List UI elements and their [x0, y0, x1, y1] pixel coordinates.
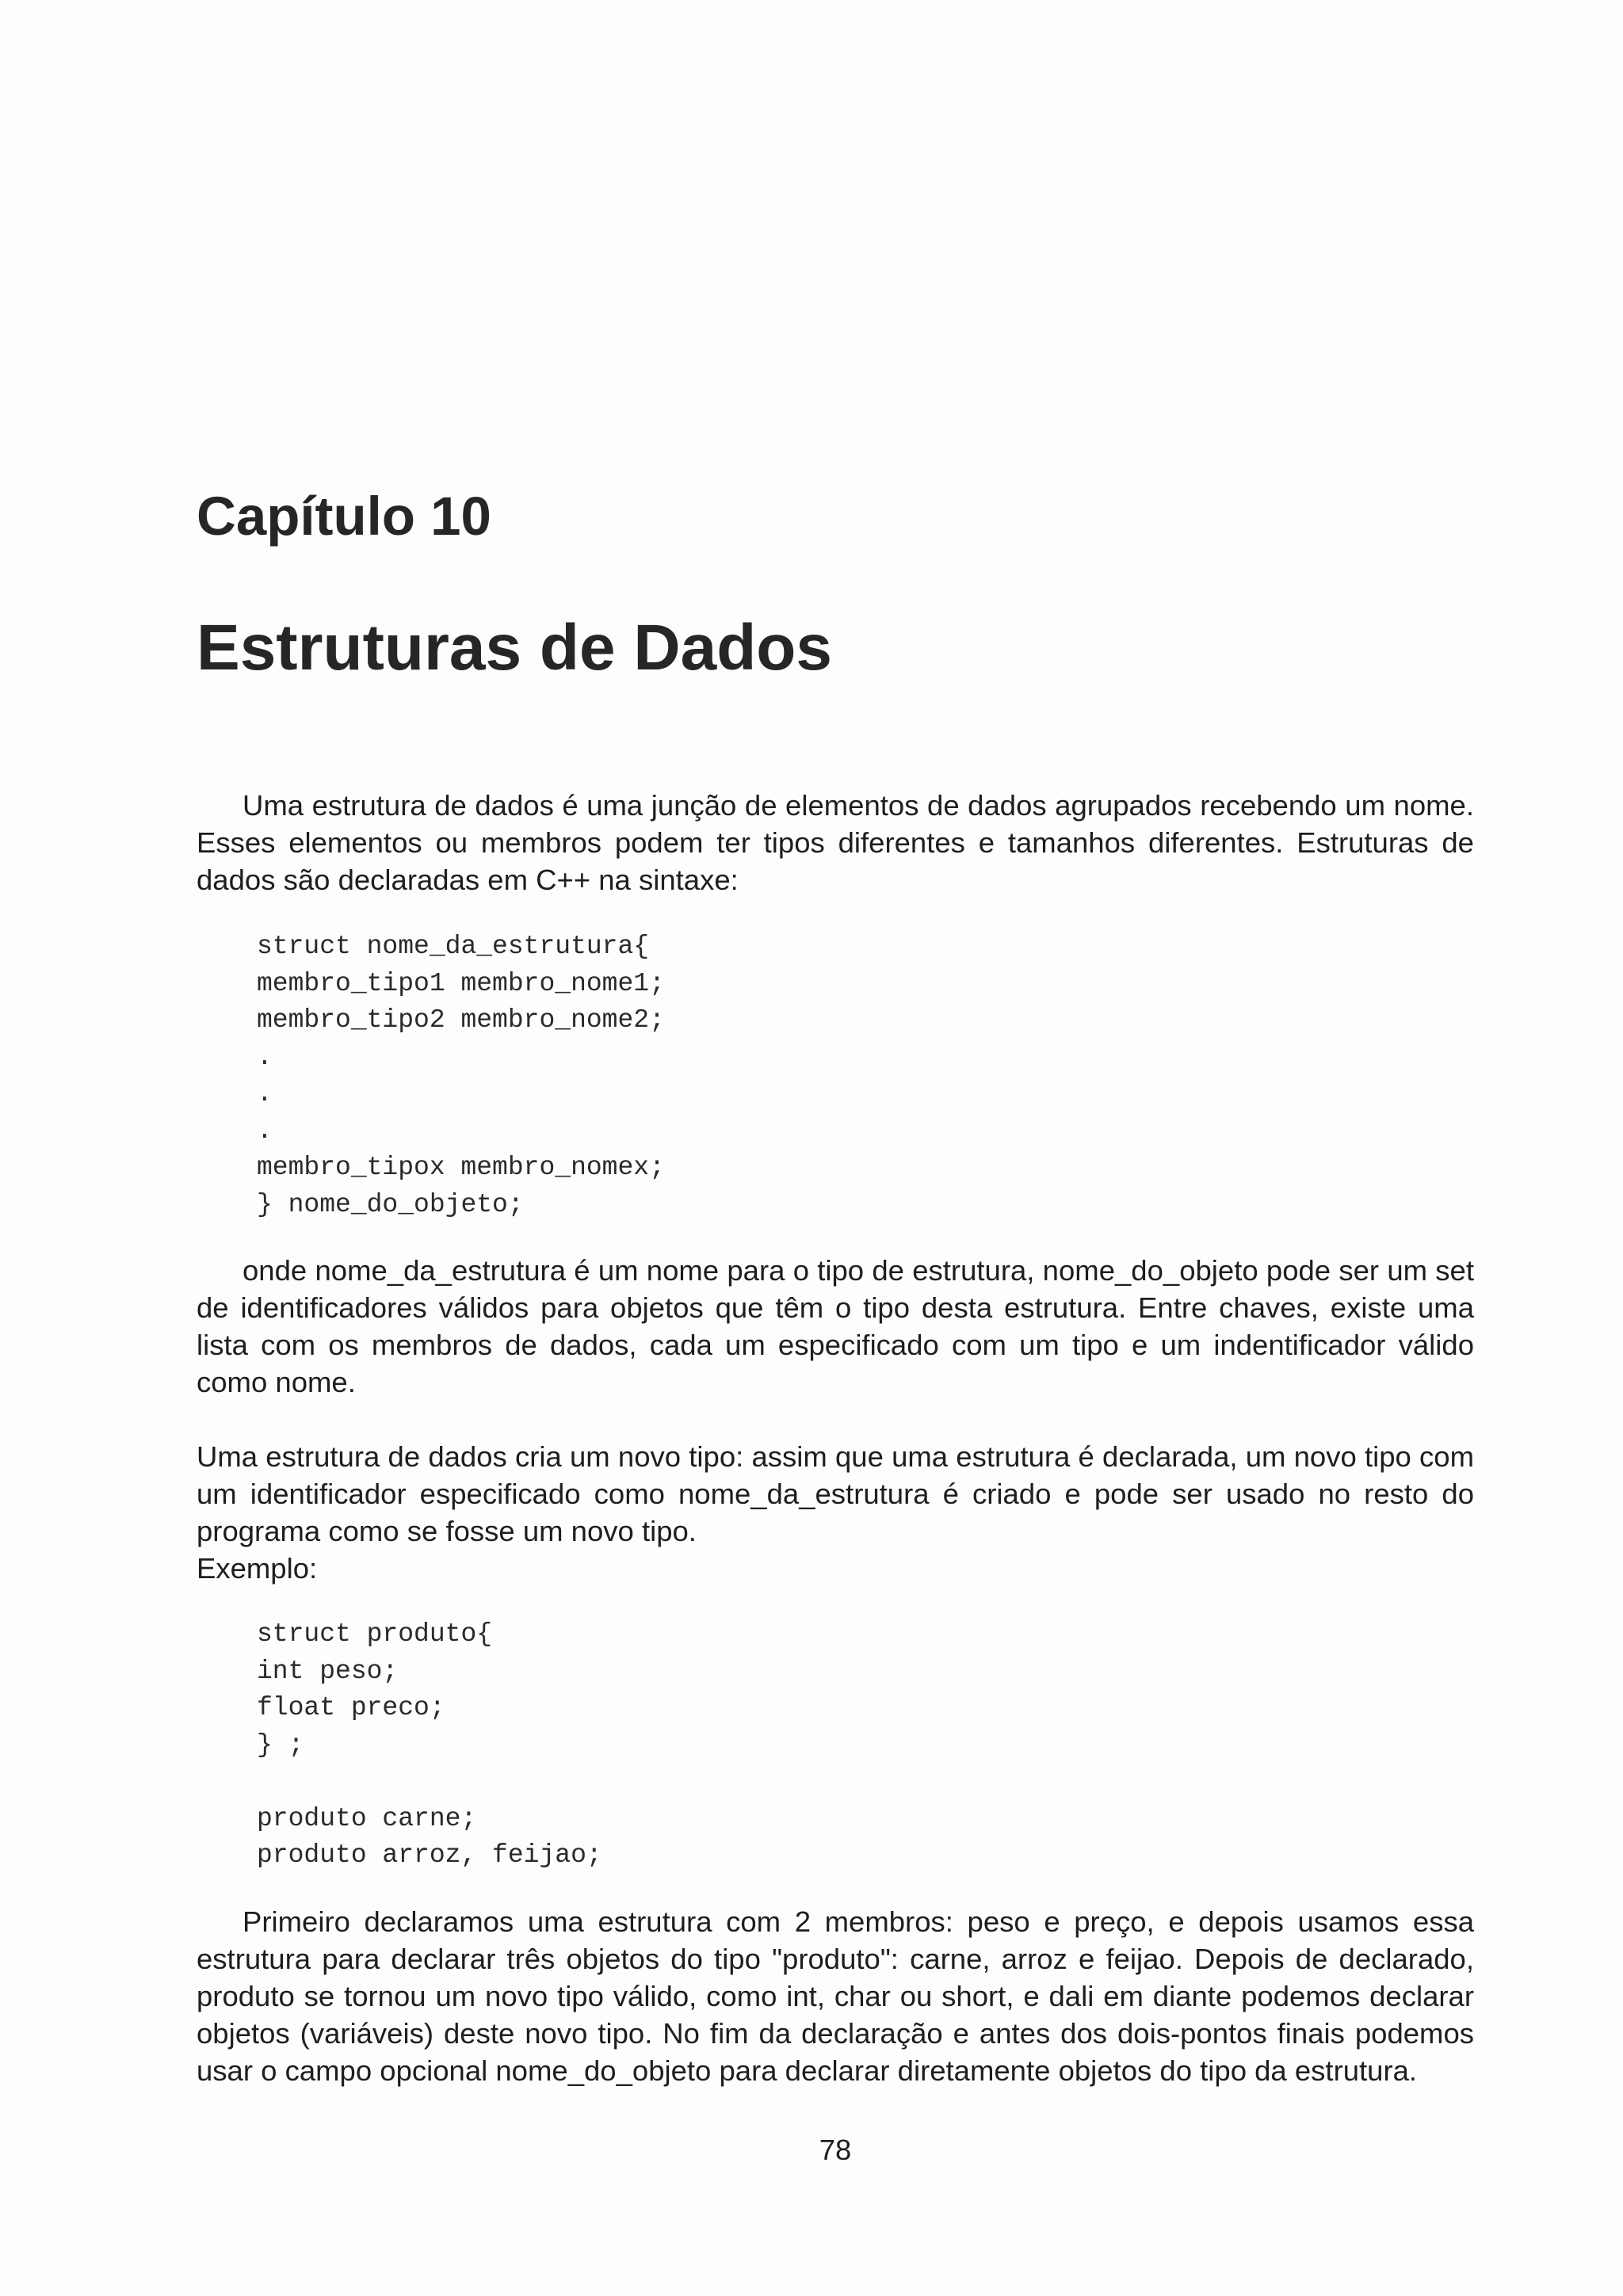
code-line: struct nome_da_estrutura{: [257, 932, 650, 961]
page-number: 78: [819, 2134, 852, 2166]
code-line: int peso;: [257, 1656, 399, 1686]
example-code-block: [257, 1616, 602, 1875]
code-line: membro_tipo1 membro_nome1;: [257, 968, 665, 998]
code-line: .: [257, 1042, 273, 1072]
code-line: struct produto{: [257, 1619, 493, 1649]
page: [197, 0, 1474, 2296]
code-line: membro_tipox membro_nomex;: [257, 1153, 665, 1182]
code-line: produto arroz, feijao;: [257, 1840, 602, 1870]
code-line: } ;: [257, 1730, 304, 1760]
chapter-label: Capítulo 10: [197, 486, 491, 547]
code-line: [257, 1764, 602, 1801]
code-line: .: [257, 1079, 273, 1108]
intro-paragraph: Uma estrutura de dados é uma junção de elementos de dados agrupados recebendo um nome. Esses elementos ou membros podem ter tipos diferentes e tamanhos diferentes. Estruturas de dados são declaradas em C++ na sintaxe:: [197, 789, 1474, 896]
code-line: float preco;: [257, 1693, 445, 1722]
code-line: .: [257, 1116, 273, 1146]
new-type-paragraph: Uma estrutura de dados cria um novo tipo: assim que uma estrutura é declarada, um novo tipo com um identificador especificado como nome_da_estrutura é criado e pode ser usado no resto do programa como se fosse um novo tipo.: [197, 1440, 1474, 1547]
code-line: membro_tipo2 membro_nome2;: [257, 1005, 665, 1035]
closing-paragraph: Primeiro declaramos uma estrutura com 2 membros: peso e preço, e depois usamos essa estrutura para declarar três objetos do tipo "produto": carne, arroz e feijao. Depois de declarado, produto se tornou um novo tipo válido, como int, char ou short, e dali em diante podemos declarar objetos (variáveis) deste novo tipo. No fim da declaração e antes dos dois-pontos finais podemos usar o campo opcional nome_do_objeto para declarar diretamente objetos do tipo da estrutura.: [197, 1905, 1474, 2087]
code-line: produto carne;: [257, 1803, 477, 1833]
chapter-title: Estruturas de Dados: [197, 612, 832, 684]
syntax-code-block: [257, 929, 665, 1223]
explanation-paragraph: onde nome_da_estrutura é um nome para o tipo de estrutura, nome_do_objeto pode ser um set de identificadores válidos para objetos que têm o tipo desta estrutura. Entre chaves, existe uma lista com os membros de dados, cada um especificado com um tipo e um indentificador válido como nome.: [197, 1254, 1474, 1398]
code-line: } nome_do_objeto;: [257, 1189, 524, 1219]
example-label: Exemplo:: [197, 1552, 318, 1585]
